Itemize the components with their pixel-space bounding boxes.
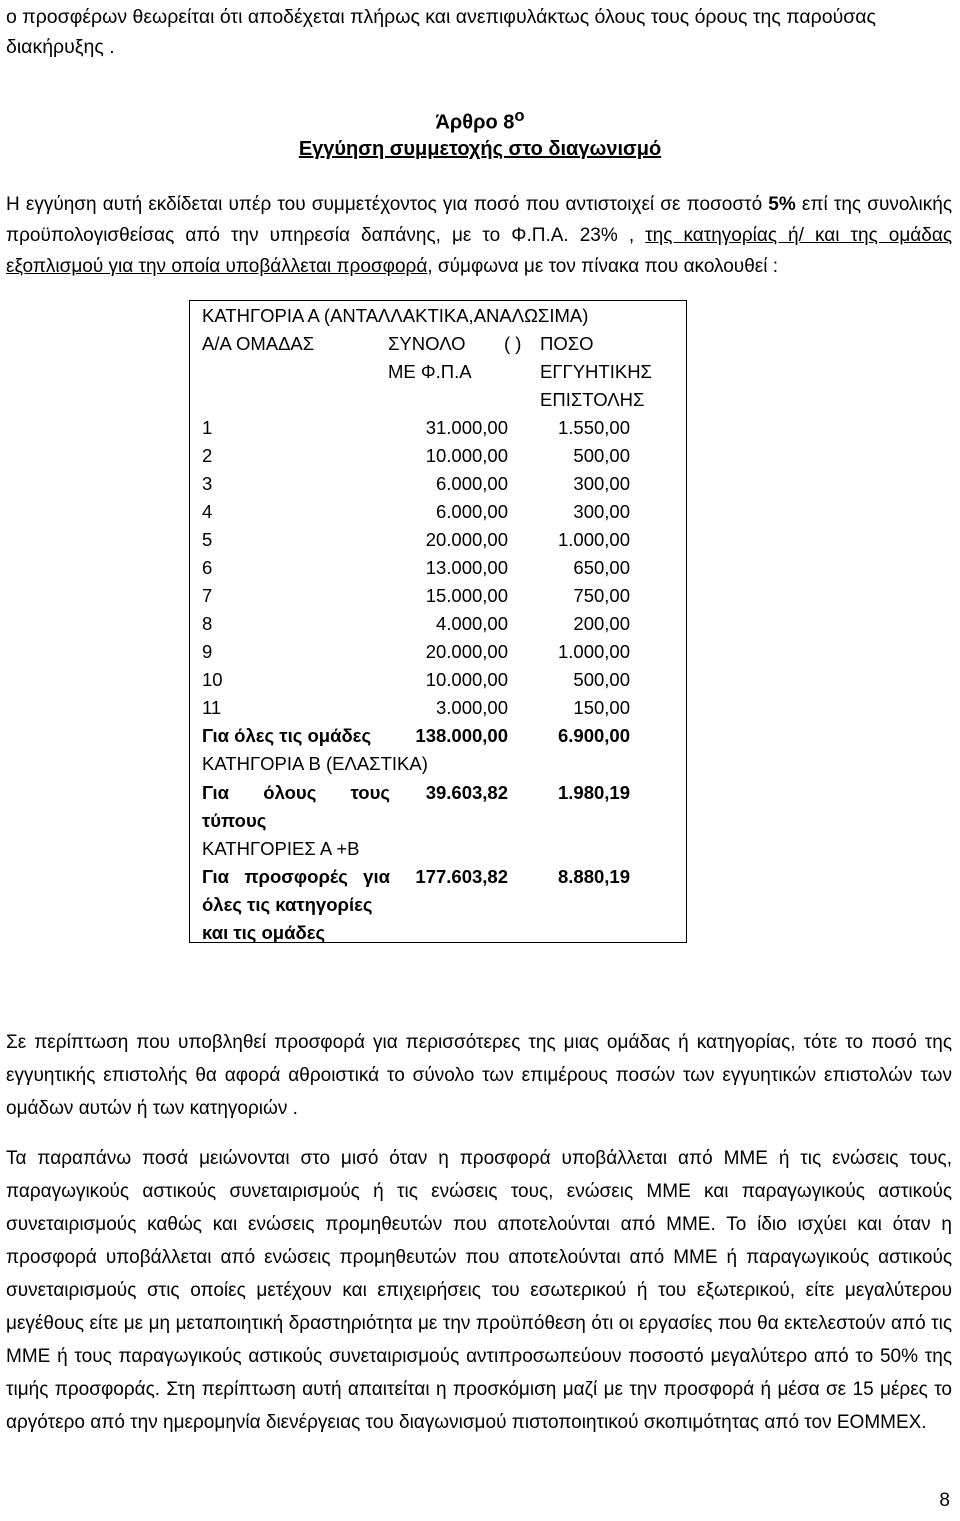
column-header-amount: ΠΟΣΟ [540, 333, 594, 354]
all-categories-amount: 8.880,19 [557, 866, 630, 887]
multiple-offers-paragraph: Σε περίπτωση που υποβληθεί προσφορά για περισσότερες της μιας ομάδας ή κατηγορίας, τότε το ποσό της εγγυητικής επιστολής θα αφορά αθροιστικά το σύνολο των επιμέρους ποσών των εγγυητικών επιστολών των ομάδων αυτών ή των κατηγοριών . [6, 1032, 952, 1119]
all-types-label-line2: τύπους [202, 810, 267, 831]
column-header-total-vat: ΜΕ Φ.Π.Α [388, 361, 472, 382]
percentage-value: 5% [768, 194, 796, 215]
underlined-phrase: της κατηγορίας ή/ και της ομάδας εξοπλισμού για την οποία υποβάλλεται προσφορά [6, 225, 952, 277]
guarantee-paragraph: Η εγγύηση αυτή εκδίδεται υπέρ του συμμετέχοντος για ποσό που αντιστοιχεί σε ποσοστό 5% επί της συνολικής προϋπολογισθείσας από την υπηρεσία δαπάνης, με το Φ.Π.Α. 23% , της κατηγορίας ή/ και της ομάδας εξοπλισμού για την οποία υποβάλλεται προσφορά, σύμφωνα με τον πίνακα που ακολουθεί : [6, 194, 952, 277]
column-header-amount-line3: ΕΠΙΣΤΟΛΗΣ [540, 389, 645, 410]
all-categories-label-line2: όλες τις κατηγορίες [202, 894, 373, 915]
guarantee-table: ΚΑΤΗΓΟΡΙΑ Α (ΑΝΤΑΛΛΑΚΤΙΚΑ,ΑΝΑΛΩΣΙΜΑ) Α/Α ΟΜΑΔΑΣ ΣΥΝΟΛΟ ( ) ΜΕ Φ.Π.Α ΠΟΣΟ ΕΓΓΥΗΤΙΚΗΣ ΕΠΙΣΤΟΛΗΣ 1 31.000,00 1.550,00 2 10.000,00 500,00 3 6.000,00 300,00 4 6.000,00 300,00 5 20.000,00 1.000,00 6 13.000,00 650,00 7 15.000,00 750,00 8 4.000,00 200,00 9 20.000,00 1.000,00 10 10.000,00 500,00 11 3.000,00 150,00 Για όλες τις ομάδες 138.000,00 6.900,00 ΚΑΤΗΓΟΡΙΑ Β (ΕΛΑΣΤΙΚΑ) Για όλους τους τύπους 39.603,82 1.980,19 ΚΑΤΗΓΟΡΙΕΣ Α +Β Για προσφορές για όλες τις κατηγορίες και τις ομάδες 177.603,82 8.880,19 [189, 300, 687, 943]
article-title: Άρθρο $8^o$ [435, 106, 525, 134]
all-groups-label: Για όλες τις ομάδες [202, 725, 372, 746]
intro-text: ο προσφέρων θεωρείται ότι αποδέχεται πλήρως και ανεπιφυλάκτως όλους τους όρους της παρούσας διακήρυξης . [6, 6, 876, 58]
all-categories-label-line3: και τις ομάδες [202, 922, 326, 943]
article-title-superscript: ο [514, 106, 525, 125]
all-types-label: Για όλους τους [202, 782, 390, 803]
article-subtitle: Εγγύηση συμμετοχής στο διαγωνισμό [298, 138, 662, 160]
all-groups-total: 138.000,00 [415, 725, 508, 746]
all-categories-label: Για προσφορές για [202, 866, 390, 887]
all-categories-total: 177.603,82 [415, 866, 508, 887]
all-types-amount: 1.980,19 [557, 782, 630, 803]
category-ab-header: ΚΑΤΗΓΟΡΙΕΣ Α +Β [202, 838, 360, 859]
page-number: 8 [939, 1490, 950, 1511]
category-b-header: ΚΑΤΗΓΟΡΙΑ Β (ΕΛΑΣΤΙΚΑ) [202, 753, 428, 774]
all-types-total: 39.603,82 [425, 782, 508, 803]
column-header-group: Α/Α ΟΜΑΔΑΣ [202, 333, 315, 354]
column-header-total: ΣΥΝΟΛΟ [388, 333, 466, 354]
column-header-total-euro: ( ) [504, 333, 522, 354]
sme-reduction-paragraph: Τα παραπάνω ποσά μειώνονται στο μισό όταν η προσφορά υποβάλλεται από ΜΜΕ ή τις ενώσεις τους, παραγωγικούς αστικούς συνεταιρισμούς ή τις ενώσεις τους, ενώσεις ΜΜΕ και παραγωγικούς αστικούς συνεταιρισμούς καθώς και ενώσεις προμηθευτών που αποτελούνται από ΜΜΕ. Το ίδιο ισχύει και όταν η προσφορά υποβάλλεται από ενώσεις προμηθευτών που αποτελούνται από ΜΜΕ ή παραγωγικούς αστικούς συνεταιρισμούς στις οποίες μετέχουν και επιχειρήσεις του εσωτερικού ή του εξωτερικού, είτε μεγαλύτερου μεγέθους είτε με μη μεταποιητική δραστηριότητα με την προϋπόθεση ότι οι εργασίες που θα εκτελεστούν από τις ΜΜΕ ή τους παραγωγικούς αστικούς συνεταιρισμούς αντιπροσωπεύουν ποσοστό μεγαλύτερο από το 50% της τιμής προσφοράς. Στη περίπτωση αυτή απαιτείται η προσκόμιση μαζί με την προσφορά ή μέσα σε 15 μέρες το αργότερο από την ημερομηνία διενέργειας του διαγωνισμού πιστοποιητικού σκοπιμότητας από τον ΕΟΜΜΕΧ. [6, 1148, 952, 1433]
all-groups-amount: 6.900,00 [557, 725, 630, 746]
column-header-amount-line2: ΕΓΓΥΗΤΙΚΗΣ [540, 361, 652, 382]
category-a-header: ΚΑΤΗΓΟΡΙΑ Α (ΑΝΤΑΛΛΑΚΤΙΚΑ,ΑΝΑΛΩΣΙΜΑ) [202, 305, 589, 326]
